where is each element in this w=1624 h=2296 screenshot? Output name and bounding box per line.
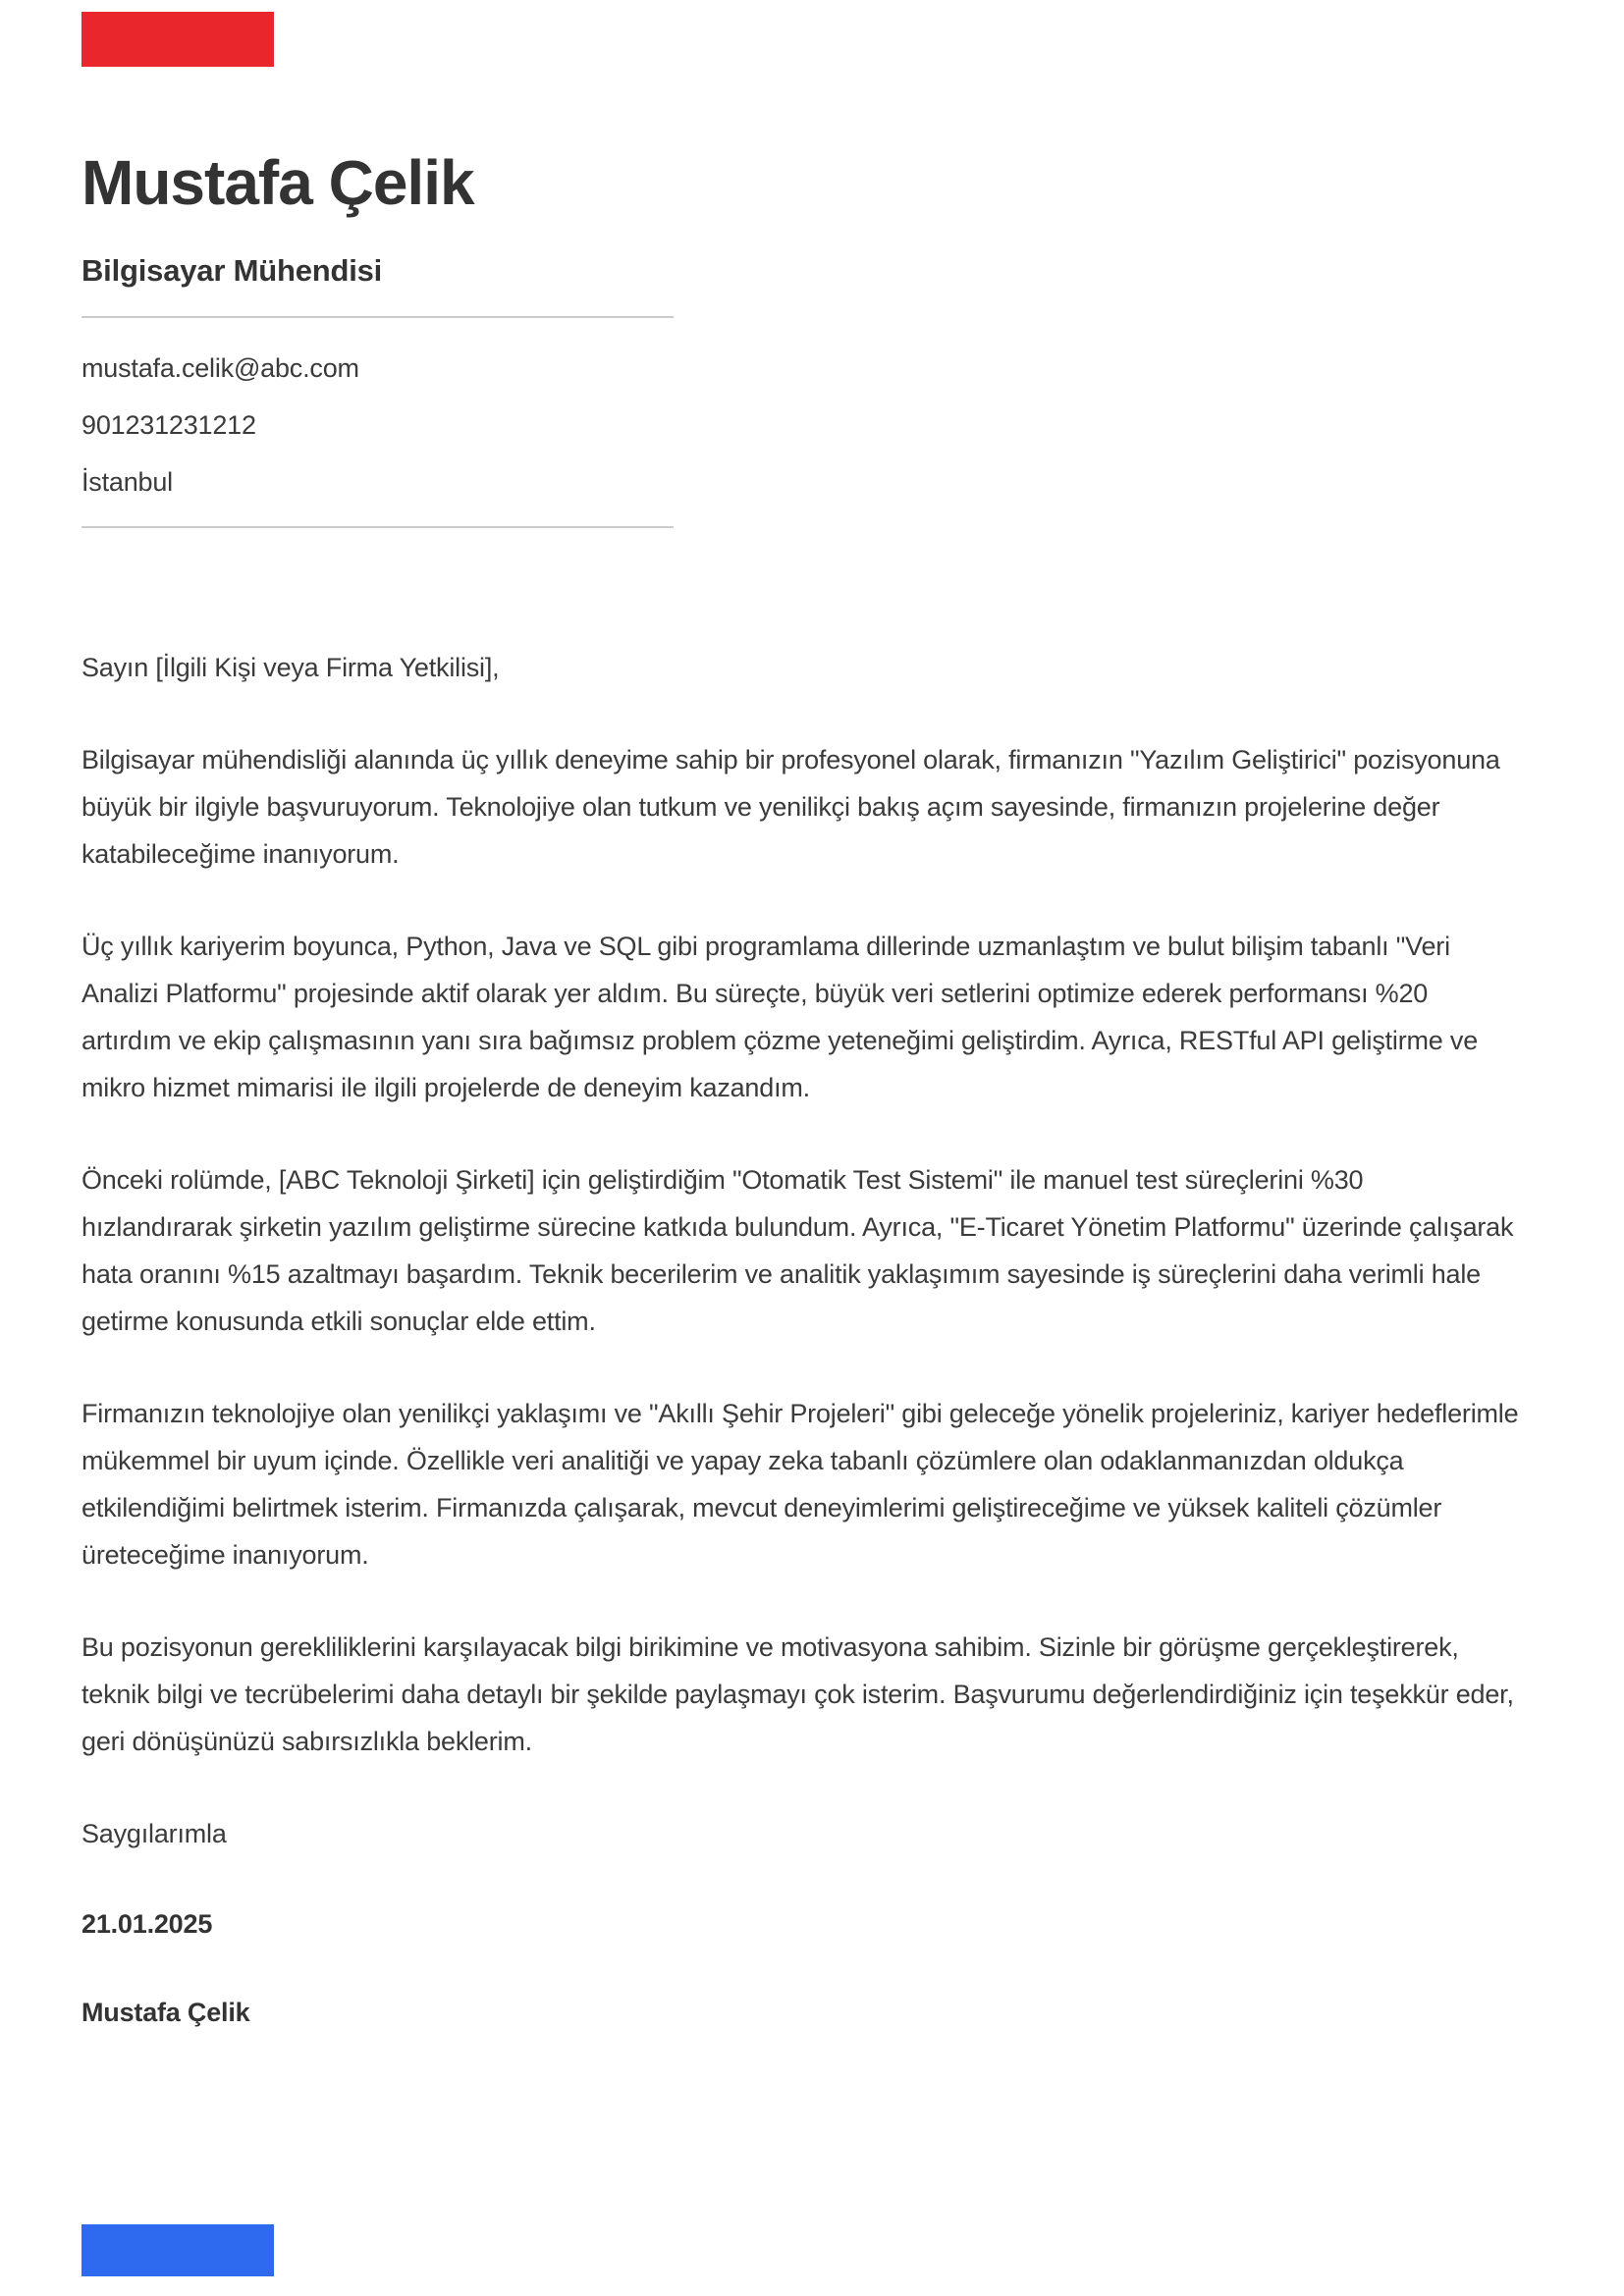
- closing-line: Saygılarımla: [81, 1819, 227, 1848]
- letter-paragraph: Bu pozisyonun gerekliliklerini karşılayacak bilgi birikimine ve motivasyona sahibim. Sizinle bir görüşme gerçekleştirerek, teknik bilgi ve tecrübelerimi daha detaylı bir şekilde paylaşmayı çok isterim. Başvurumu değerlendirdiğiniz için teşekkür eder, geri dönüşünüzü sabırsızlıkla beklerim.: [81, 1632, 1514, 1756]
- contact-block: [81, 340, 1520, 510]
- job-title: Bilgisayar Mühendisi: [81, 253, 383, 288]
- greeting-line: Sayın [İlgili Kişi veya Firma Yetkilisi],: [81, 653, 500, 682]
- letter-body: [81, 644, 1520, 2036]
- bottom-accent-bar: [81, 2224, 274, 2276]
- letter-content: [81, 0, 1520, 2036]
- header-divider: [81, 316, 674, 318]
- contact-city: İstanbul: [81, 467, 173, 497]
- letter-paragraph: Üç yıllık kariyerim boyunca, Python, Java ve SQL gibi programlama dillerinde uzmanlaştım ve bulut bilişim tabanlı "Veri Analizi Platformu" projesinde aktif olarak yer aldım. Bu süreçte, büyük veri setlerini optimize ederek performansı %20 artırdım ve ekip çalışmasının yanı sıra bağımsız problem çözme yeteneğimi geliştirdim. Ayrıca, RESTful API geliştirme ve mikro hizmet mimarisi ile ilgili projelerde de deneyim kazandım.: [81, 932, 1479, 1102]
- contact-divider: [81, 526, 674, 528]
- letter-paragraph: Bilgisayar mühendisliği alanında üç yıllık deneyime sahip bir profesyonel olarak, firmanızın "Yazılım Geliştirici" pozisyonuna büyük bir ilgiyle başvuruyorum. Teknolojiye olan tutkum ve yenilikçi bakış açım sayesinde, firmanızın projelerine değer katabileceğime inanıyorum.: [81, 745, 1500, 869]
- letter-paragraph: Önceki rolümde, [ABC Teknoloji Şirketi] için geliştirdiğim "Otomatik Test Sistemi" ile manuel test süreçlerini %30 hızlandırarak şirketin yazılım geliştirme sürecine katkıda bulundum. Ayrıca, "E-Ticaret Yönetim Platformu" üzerinde çalışarak hata oranını %15 azaltmayı başardım. Teknik becerilerim ve analitik yaklaşımım sayesinde iş süreçlerini daha verimli hale getirme konusunda etkili sonuçlar elde ettim.: [81, 1165, 1514, 1336]
- contact-phone: 901231231212: [81, 410, 256, 440]
- person-name-heading: Mustafa Çelik: [81, 147, 474, 218]
- contact-email: mustafa.celik@abc.com: [81, 353, 359, 383]
- signature-name: Mustafa Çelik: [81, 1998, 250, 2027]
- letter-date: 21.01.2025: [81, 1909, 213, 1939]
- letter-paragraph: Firmanızın teknolojiye olan yenilikçi yaklaşımı ve "Akıllı Şehir Projeleri" gibi geleceğe yönelik projeleriniz, kariyer hedeflerimle mükemmel bir uyum içinde. Özellikle veri analitiği ve yapay zeka tabanlı çözümlere olan odaklanmanızdan oldukça etkilendiğimi belirtmek isterim. Firmanızda çalışarak, mevcut deneyimlerimi geliştireceğime ve yüksek kaliteli çözümler üreteceğime inanıyorum.: [81, 1399, 1519, 1570]
